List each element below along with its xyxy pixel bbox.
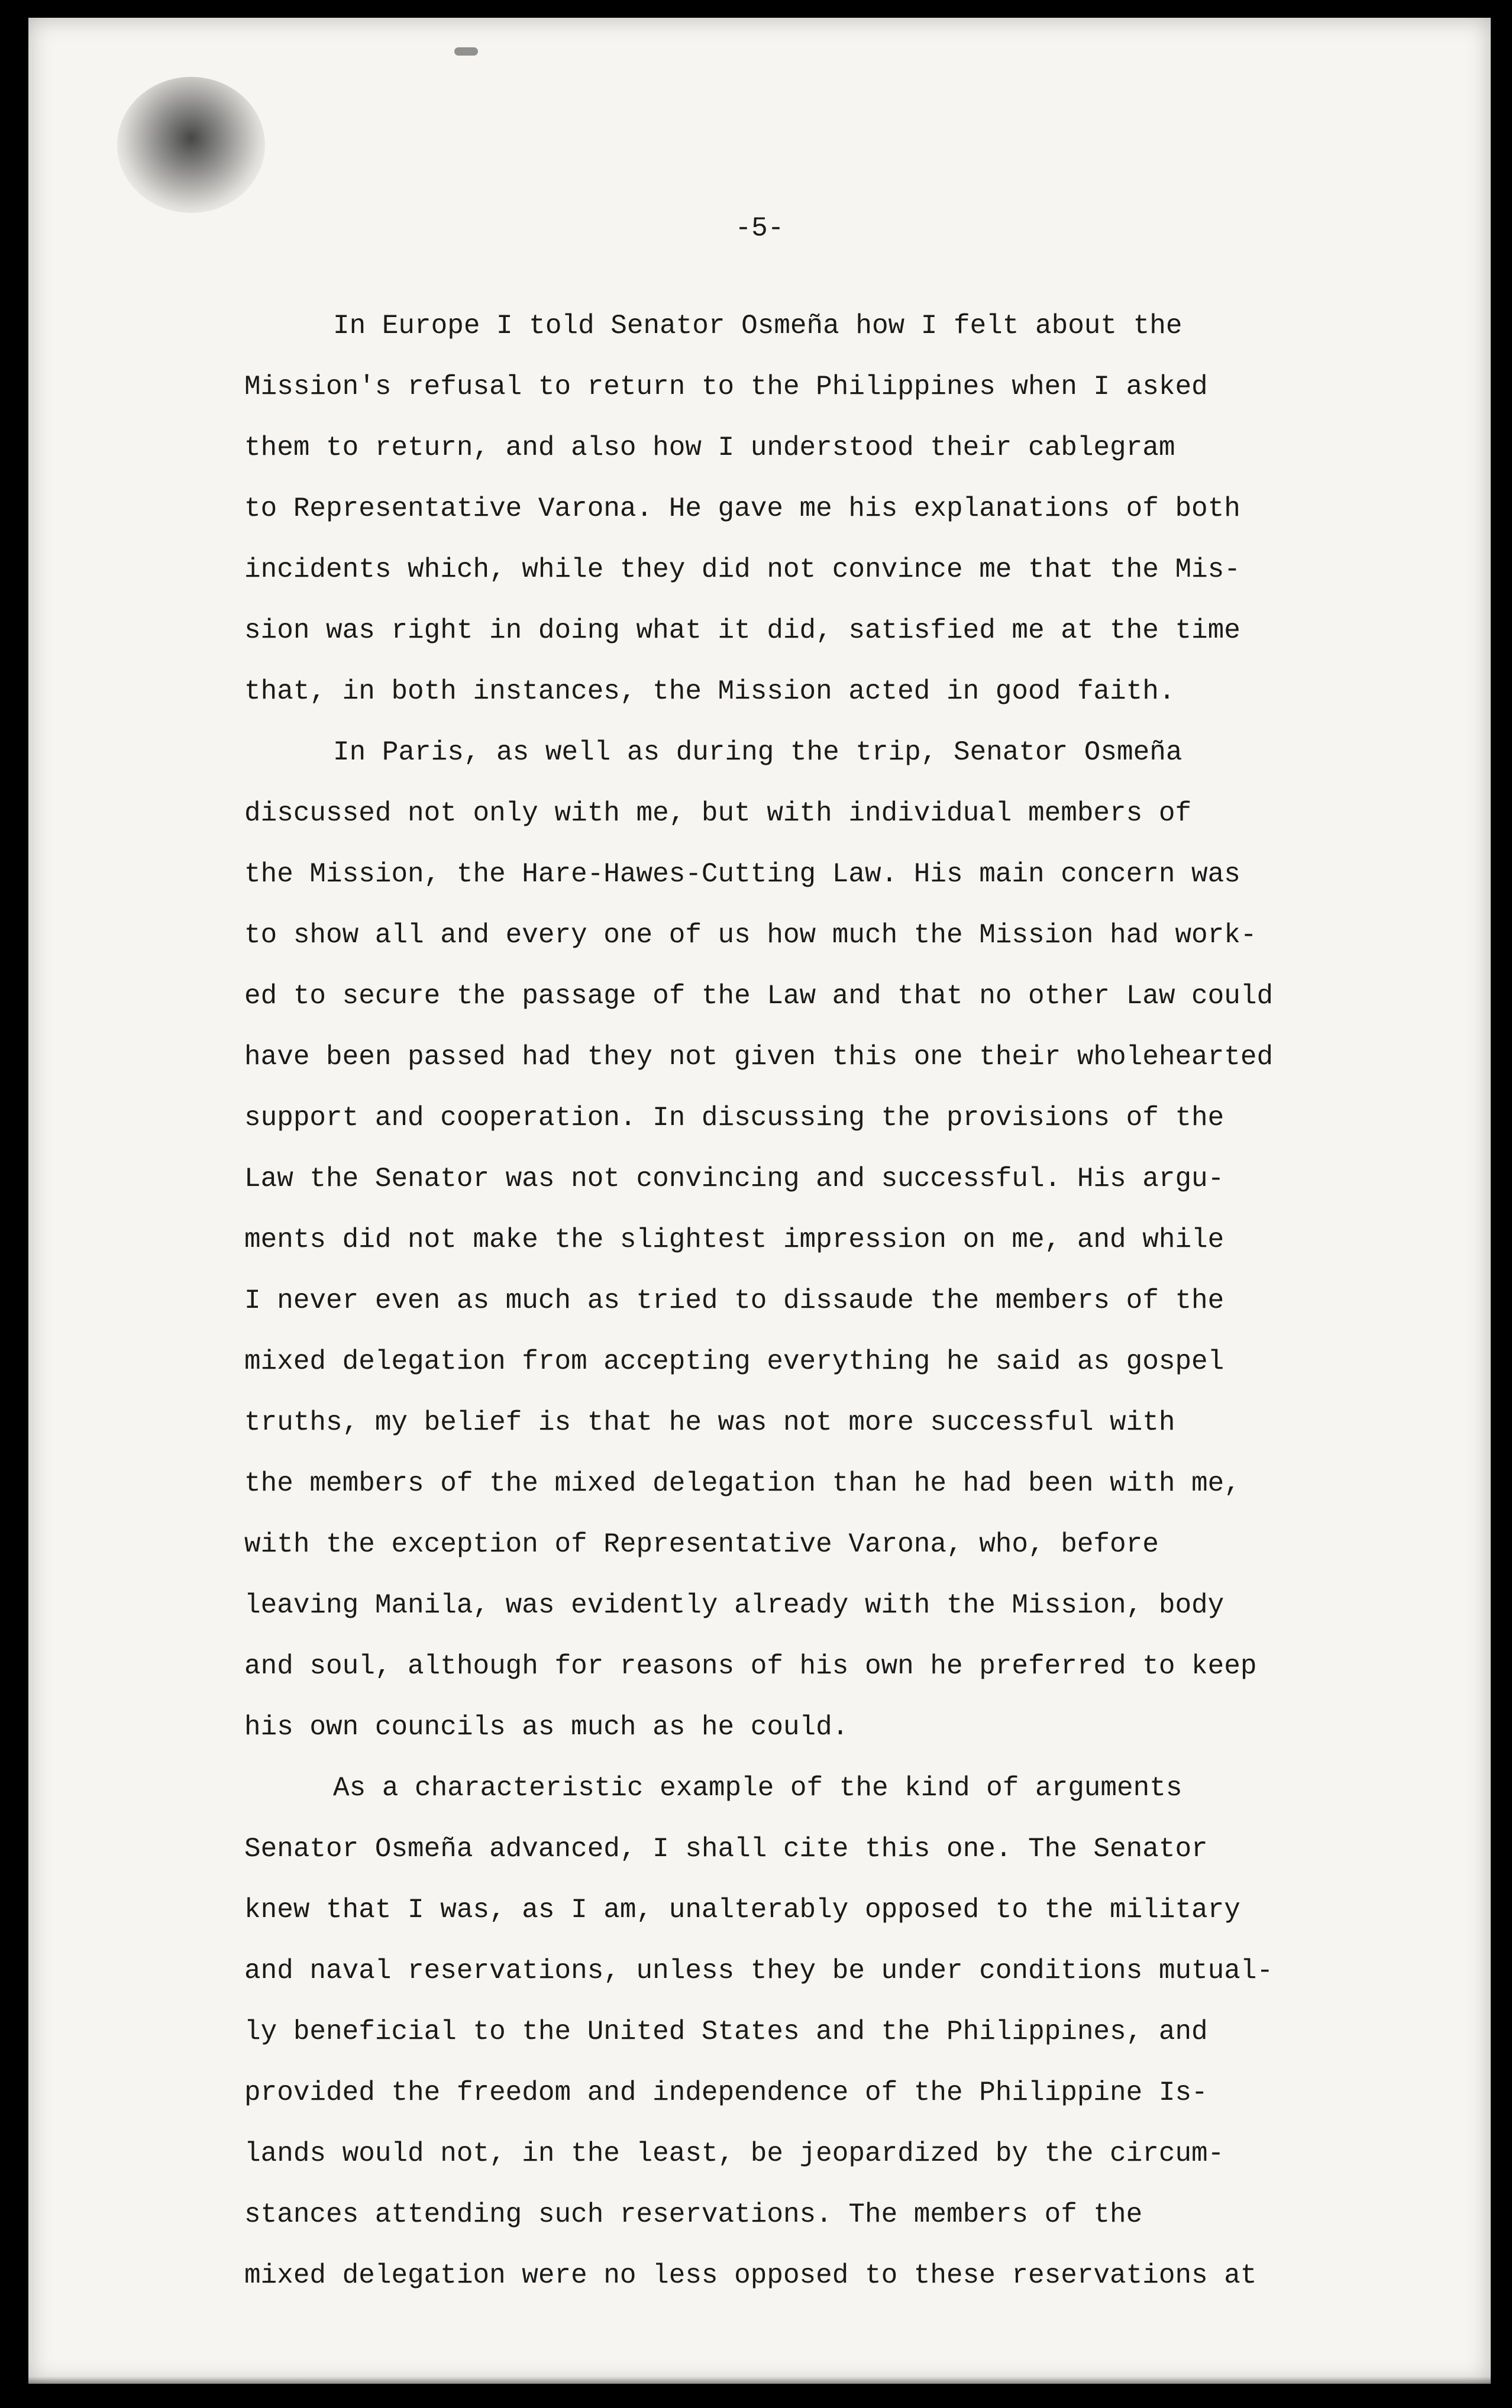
ink-smudge: [117, 77, 265, 213]
text-line: the Mission, the Hare-Hawes-Cutting Law. His main concern was: [244, 859, 1240, 890]
text-line: In Paris, as well as during the trip, Senator Osmeña: [333, 737, 1183, 768]
text-line: ments did not make the slightest impression on me, and while: [244, 1224, 1225, 1255]
text-line: to Representative Varona. He gave me his explanations of both: [244, 493, 1240, 524]
text-line: lands would not, in the least, be jeopardized by the circum-: [244, 2138, 1225, 2169]
text-line: Senator Osmeña advanced, I shall cite this one. The Senator: [244, 1834, 1208, 1864]
text-line: to show all and every one of us how much the Mission had work-: [244, 920, 1257, 951]
typewritten-page: [28, 18, 1491, 2384]
text-line: discussed not only with me, but with individual members of: [244, 798, 1192, 829]
paper-mark: [454, 47, 478, 56]
text-line: Law the Senator was not convincing and successful. His argu-: [244, 1163, 1225, 1194]
body-text: [244, 296, 1427, 2306]
text-line: sion was right in doing what it did, satisfied me at the time: [244, 615, 1240, 646]
text-line: incidents which, while they did not convince me that the Mis-: [244, 554, 1240, 585]
page-edge-shadow: [28, 2377, 1491, 2384]
text-line: provided the freedom and independence of the Philippine Is-: [244, 2077, 1208, 2108]
text-line: In Europe I told Senator Osmeña how I felt about the: [333, 311, 1183, 341]
text-line: mixed delegation were no less opposed to these reservations at: [244, 2260, 1257, 2291]
text-line: stances attending such reservations. The members of the: [244, 2199, 1143, 2230]
text-line: knew that I was, as I am, unalterably opposed to the military: [244, 1895, 1240, 1925]
text-line: mixed delegation from accepting everything he said as gospel: [244, 1346, 1225, 1377]
text-line: the members of the mixed delegation than he had been with me,: [244, 1468, 1240, 1499]
page-number: -5-: [735, 213, 784, 244]
text-line: I never even as much as tried to dissaude the members of the: [244, 1285, 1225, 1316]
text-line: Mission's refusal to return to the Philippines when I asked: [244, 371, 1208, 402]
text-line: that, in both instances, the Mission acted in good faith.: [244, 676, 1175, 707]
text-line: As a characteristic example of the kind of arguments: [333, 1773, 1183, 1803]
text-line: them to return, and also how I understood their cablegram: [244, 432, 1175, 463]
text-line: ly beneficial to the United States and the Philippines, and: [244, 2016, 1208, 2047]
text-line: and naval reservations, unless they be under conditions mutual-: [244, 1956, 1274, 1986]
text-line: leaving Manila, was evidently already with the Mission, body: [244, 1590, 1225, 1621]
text-line: have been passed had they not given this one their wholehearted: [244, 1042, 1274, 1072]
text-line: ed to secure the passage of the Law and that no other Law could: [244, 981, 1274, 1011]
text-line: his own councils as much as he could.: [244, 1712, 849, 1743]
text-line: support and cooperation. In discussing the provisions of the: [244, 1103, 1225, 1133]
text-line: truths, my belief is that he was not more successful with: [244, 1407, 1175, 1438]
text-line: and soul, although for reasons of his own he preferred to keep: [244, 1651, 1257, 1682]
text-line: with the exception of Representative Varona, who, before: [244, 1529, 1159, 1560]
